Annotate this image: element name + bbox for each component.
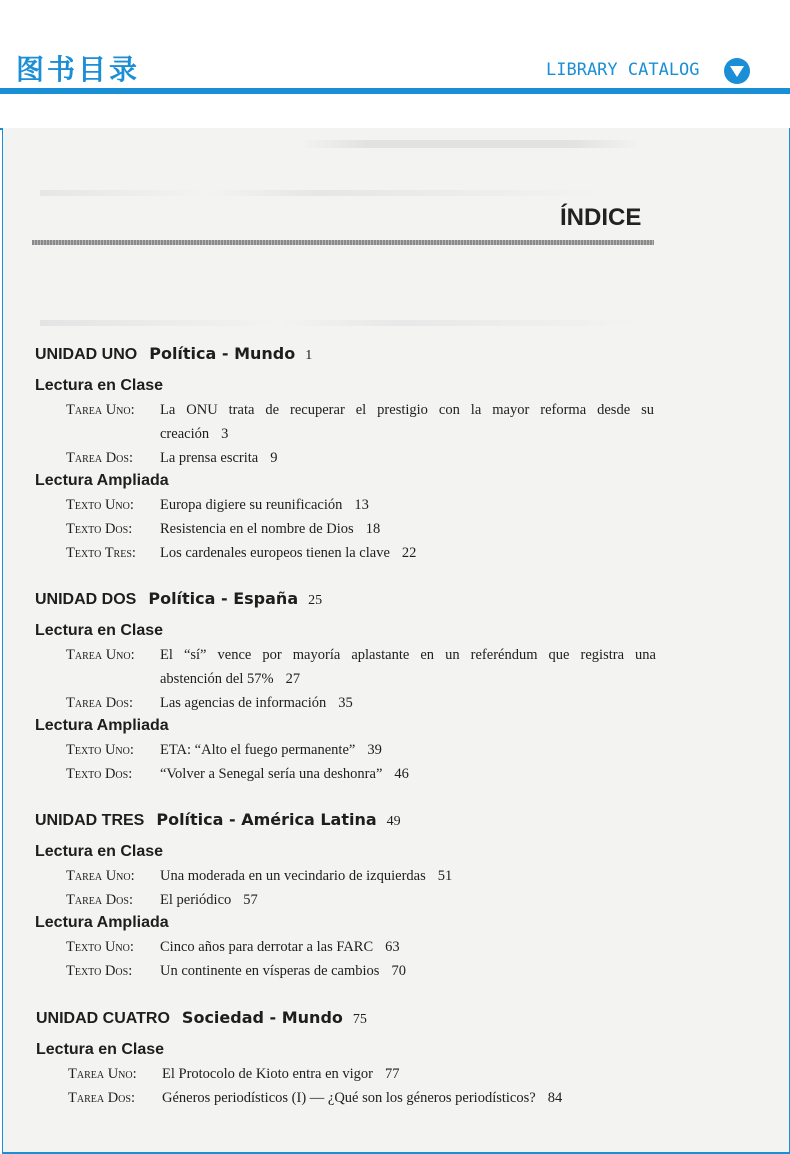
toc-entry[interactable]	[68, 1086, 658, 1110]
catalog-title-chinese: 图书目录	[16, 53, 141, 86]
catalog-header	[0, 0, 790, 96]
unit-topic: Política - España	[148, 589, 299, 608]
page-number: 77	[385, 1066, 400, 1082]
entry-label: Texto Uno:	[66, 497, 134, 513]
page-number: 18	[365, 521, 381, 537]
toc-entry[interactable]	[66, 643, 656, 691]
page-number: 51	[437, 868, 453, 884]
entry-title: Una moderada en un vecindario de izquierdas	[160, 868, 426, 884]
section-heading: Lectura Ampliada	[35, 717, 169, 734]
unit-heading[interactable]	[35, 344, 312, 364]
toc-entry[interactable]	[66, 959, 656, 983]
unit-label: UNIDAD UNO	[35, 346, 138, 363]
page-number: 57	[243, 892, 258, 908]
toc-entry[interactable]	[66, 398, 656, 446]
section-heading: Lectura en Clase	[35, 377, 164, 394]
entry-title-continued: creación	[160, 426, 210, 442]
page-number: 9	[270, 450, 278, 466]
section-heading: Lectura Ampliada	[35, 472, 169, 489]
entry-title: Las agencias de información	[160, 695, 327, 711]
chevron-down-icon[interactable]	[724, 58, 750, 84]
entry-label: Texto Dos:	[66, 521, 133, 537]
page-number: 39	[367, 742, 382, 758]
section-heading: Lectura Ampliada	[35, 914, 169, 931]
unit-label: UNIDAD TRES	[35, 812, 145, 829]
page-number: 49	[386, 814, 401, 829]
entry-label: Tarea Uno:	[68, 1066, 137, 1082]
bleed-through-text	[40, 190, 600, 196]
page-number: 25	[308, 593, 323, 608]
unit-topic: Política - América Latina	[156, 810, 377, 829]
entry-title: “Volver a Senegal sería una deshonra”	[160, 766, 383, 782]
page-number: 75	[352, 1012, 367, 1027]
page-number: 13	[354, 497, 369, 513]
entry-title: Cinco años para derrotar a las FARC	[160, 939, 374, 955]
toc-entry[interactable]	[66, 738, 656, 762]
entry-title: La ONU trata de recuperar el prestigio con la mayor reforma desde su	[160, 402, 654, 418]
toc-entry[interactable]	[66, 517, 656, 541]
entry-title: Un continente en vísperas de cambios	[160, 963, 380, 979]
page-number: 70	[391, 963, 406, 979]
header-divider	[0, 88, 790, 94]
bleed-through-text	[300, 140, 640, 148]
entry-title: El “sí” vence por mayoría aplastante en un referéndum que registra una	[160, 647, 656, 663]
page-number: 46	[394, 766, 409, 782]
entry-label: Tarea Dos:	[66, 450, 133, 466]
scanned-page	[2, 128, 790, 1154]
entry-title: El periódico	[160, 892, 232, 908]
unit-label: UNIDAD DOS	[35, 591, 137, 608]
toc-entry[interactable]	[66, 935, 656, 959]
toc-entry[interactable]	[66, 864, 656, 888]
page-number: 84	[547, 1090, 563, 1106]
unit-label: UNIDAD CUATRO	[36, 1010, 170, 1027]
entry-title-continued: abstención del 57%	[160, 671, 274, 687]
entry-title: La prensa escrita	[160, 450, 259, 466]
entry-label: Tarea Dos:	[68, 1090, 135, 1106]
unit-heading[interactable]	[35, 589, 322, 609]
entry-title: El Protocolo de Kioto entra en vigor	[162, 1066, 374, 1082]
page-number: 63	[385, 939, 400, 955]
page-number: 35	[338, 695, 353, 711]
entry-label: Texto Uno:	[66, 742, 134, 758]
unit-topic: Sociedad - Mundo	[181, 1008, 343, 1027]
entry-title: Los cardenales europeos tienen la clave	[160, 545, 390, 561]
unit-topic: Política - Mundo	[149, 344, 296, 363]
index-title: ÍNDICE	[560, 204, 642, 231]
toc-entry[interactable]	[66, 541, 656, 565]
entry-label: Tarea Uno:	[66, 402, 135, 418]
page-number: 1	[305, 348, 313, 363]
entry-label: Texto Uno:	[66, 939, 134, 955]
catalog-title-english: LIBRARY CATALOG	[546, 60, 700, 80]
toc-entry[interactable]	[66, 691, 656, 715]
toc-entry[interactable]	[66, 762, 656, 786]
unit-heading[interactable]	[36, 1008, 367, 1028]
toc-entry[interactable]	[66, 493, 656, 517]
entry-title: Géneros periodísticos (I) — ¿Qué son los géneros periodísticos?	[162, 1090, 536, 1106]
section-heading: Lectura en Clase	[35, 622, 164, 639]
entry-title: Europa digiere su reunificación	[160, 497, 343, 513]
index-title-rule	[32, 240, 654, 245]
entry-label: Texto Tres:	[66, 545, 136, 561]
entry-label: Tarea Dos:	[66, 892, 133, 908]
entry-label: Tarea Uno:	[66, 868, 135, 884]
entry-label: Tarea Dos:	[66, 695, 133, 711]
toc-entry[interactable]	[66, 888, 656, 912]
bleed-through-text	[40, 320, 640, 326]
entry-label: Texto Dos:	[66, 963, 133, 979]
entry-label: Tarea Uno:	[66, 647, 135, 663]
page-number: 22	[401, 545, 417, 561]
entry-label: Texto Dos:	[66, 766, 133, 782]
toc-entry[interactable]	[68, 1062, 658, 1086]
unit-heading[interactable]	[35, 810, 401, 830]
page-number: 27	[285, 671, 301, 687]
toc-entry[interactable]	[66, 446, 656, 470]
page-number: 3	[221, 426, 229, 442]
section-heading: Lectura en Clase	[36, 1041, 165, 1058]
entry-title: ETA: “Alto el fuego permanente”	[160, 742, 356, 758]
section-heading: Lectura en Clase	[35, 843, 164, 860]
entry-title: Resistencia en el nombre de Dios	[160, 521, 354, 537]
